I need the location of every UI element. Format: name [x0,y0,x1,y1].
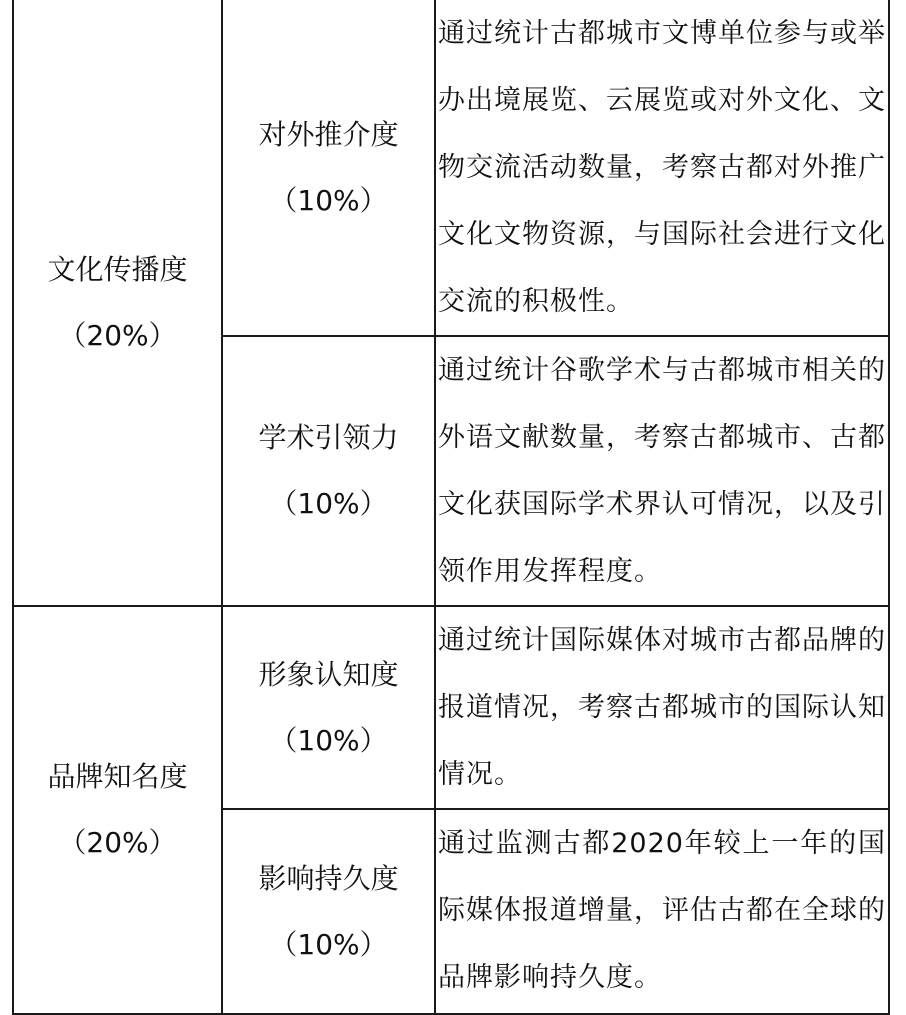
category-weight: （20%） [58,318,177,352]
indicator-name: 形象认知度 [258,657,399,691]
indicator-weight: （10%） [269,487,388,520]
indicator-cell [222,336,435,606]
category-cell [13,0,222,606]
category-name: 品牌知名度 [47,760,188,793]
table-row [13,0,889,336]
indicator-weight: （10%） [269,723,388,757]
indicator-name: 影响持久度 [258,861,399,895]
indicator-name: 对外推介度 [258,117,399,151]
indicator-weight: （10%） [269,183,388,217]
description-cell: 通过统计国际媒体对城市古都品牌的报道情况，考察古都城市的国际认知情况。 [435,606,889,809]
indicator-weight: （10%） [269,927,388,961]
indicator-name: 学术引领力 [258,421,399,454]
category-cell [13,606,222,1014]
category-weight: （20%） [58,826,177,859]
description-cell: 通过统计古都城市文博单位参与或举办出境展览、云展览或对外文化、文物交流活动数量，考察古都对外推广文化文物资源，与国际社会进行文化交流的积极性。 [435,0,889,336]
indicator-cell [222,0,435,336]
category-name: 文化传播度 [47,252,188,286]
indicator-table [12,0,890,1015]
indicator-cell [222,606,435,809]
table-row [13,606,889,809]
description-cell: 通过统计谷歌学术与古都城市相关的外语文献数量，考察古都城市、古都文化获国际学术界认可情况，以及引领作用发挥程度。 [435,336,889,606]
description-cell: 通过监测古都2020年较上一年的国际媒体报道增量，评估古都在全球的品牌影响持久度。 [435,809,889,1014]
indicator-cell [222,809,435,1014]
